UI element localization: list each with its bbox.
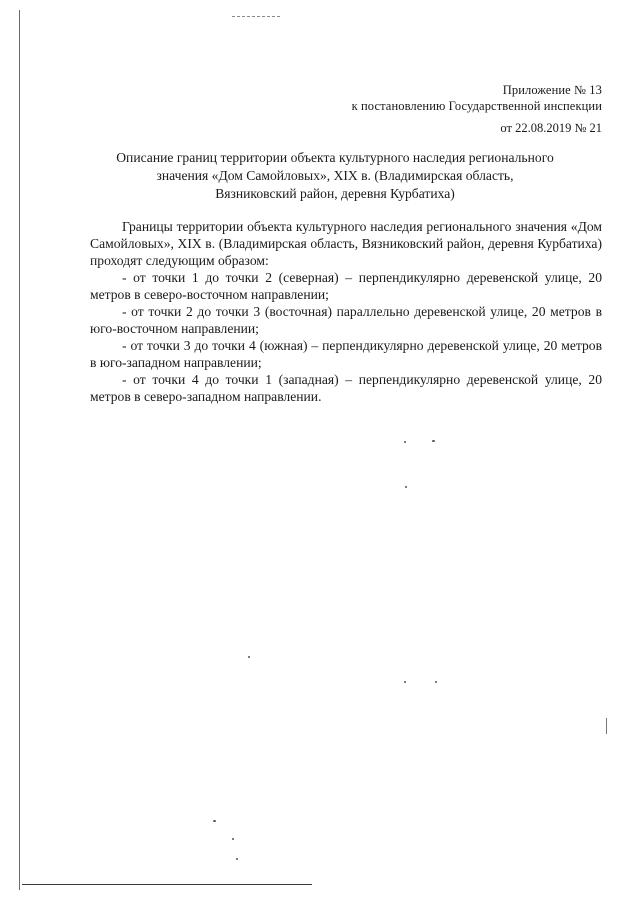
document-date: от 22.08.2019 № 21 — [500, 121, 602, 135]
scan-speck — [404, 681, 406, 683]
intro-paragraph: Границы территории объекта культурного наследия регионального значения «Дом Самойловых», XIX в. (Владимирская область, Вязниковский район, деревня Курбатиха) проходят следующим образом: — [90, 219, 602, 268]
document-body — [90, 218, 602, 405]
scan-mark — [606, 718, 607, 734]
title-line-2: значения «Дом Самойловых», XIX в. (Владимирская область, — [156, 168, 514, 183]
document-title — [90, 149, 580, 203]
scan-speck — [248, 656, 250, 658]
scan-speck — [213, 820, 216, 822]
boundary-item-4: - от точки 4 до точки 1 (западная) – перпендикулярно деревенской улице, 20 метров в северо-западном направлении. — [90, 372, 602, 404]
scan-speck — [236, 858, 238, 860]
scan-edge-line — [19, 10, 20, 890]
boundary-item-3: - от точки 3 до точки 4 (южная) – перпендикулярно деревенской улице, 20 метров в юго-западном направлении; — [90, 338, 602, 370]
scan-speck — [435, 681, 437, 683]
scan-smudge — [232, 16, 280, 18]
boundary-item-2: - от точки 2 до точки 3 (восточная) параллельно деревенской улице, 20 метров в юго-восточном направлении; — [90, 304, 602, 336]
scan-speck — [232, 838, 234, 840]
title-line-3: Вязниковский район, деревня Курбатиха) — [215, 186, 455, 201]
title-line-1: Описание границ территории объекта культурного наследия регионального — [116, 150, 554, 165]
appendix-number: Приложение № 13 — [502, 83, 602, 97]
scan-speck — [404, 441, 406, 443]
appendix-reference — [352, 82, 602, 114]
boundary-item-1: - от точки 1 до точки 2 (северная) – перпендикулярно деревенской улице, 20 метров в северо-восточном направлении; — [90, 270, 602, 302]
appendix-source: к постановлению Государственной инспекции — [351, 99, 602, 113]
scan-speck — [405, 486, 407, 488]
scan-bottom-line — [22, 884, 312, 885]
scan-speck — [432, 440, 435, 442]
